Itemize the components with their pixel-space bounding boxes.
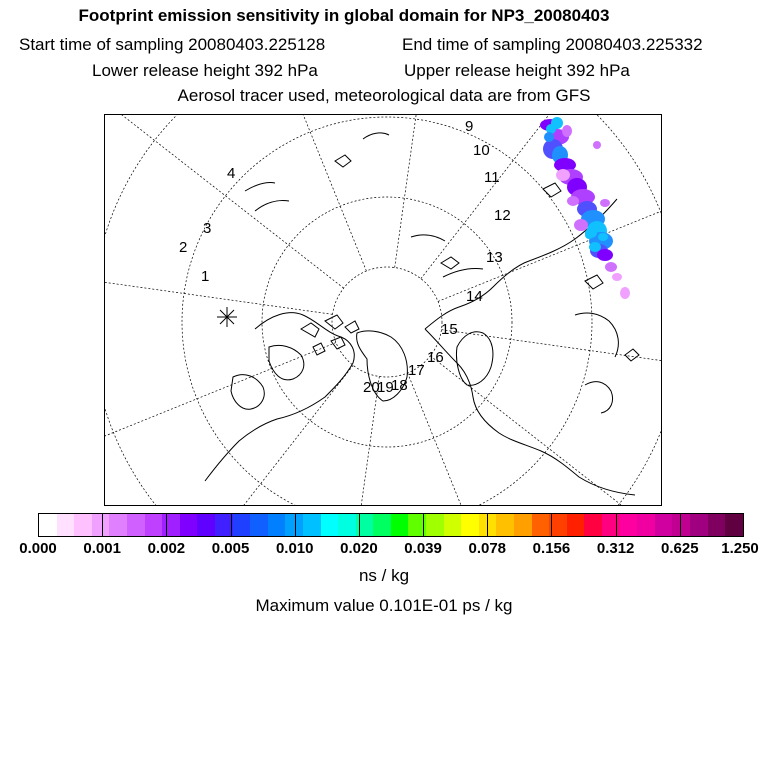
- trajectory-label-2: 2: [179, 239, 188, 256]
- plume-cell: [562, 125, 572, 137]
- latitude-circle-70: [262, 197, 512, 447]
- colorbar-label: 0.625: [661, 540, 699, 557]
- emission-plume: [540, 117, 630, 299]
- colorbar-cell: [620, 514, 638, 536]
- plume-cell: [605, 262, 617, 272]
- trajectory-label-20: 20: [363, 379, 380, 396]
- colorbar-cell: [672, 514, 690, 536]
- colorbar-label: 0.000: [19, 540, 57, 557]
- colorbar-cell: [356, 514, 374, 536]
- tracer-note: Aerosol tracer used, meteorological data are from GFS: [177, 86, 591, 105]
- end-time: End time of sampling 20080403.225332: [402, 35, 703, 54]
- colorbar-cell: [145, 514, 163, 536]
- coastline-scandinavia: [456, 332, 492, 386]
- colorbar-cell: [549, 514, 567, 536]
- colorbar-cell: [708, 514, 726, 536]
- colorbar-cell: [725, 514, 743, 536]
- plume-cell: [597, 249, 613, 261]
- meridian-line: [421, 115, 662, 279]
- meridian-line: [430, 356, 662, 506]
- coastline-alaska-bering: [245, 133, 389, 211]
- trajectory-label-1: 1: [201, 268, 210, 285]
- trajectory-label-18: 18: [391, 377, 408, 394]
- colorbar-cell: [567, 514, 585, 536]
- colorbar-unit: ns / kg: [358, 566, 410, 585]
- colorbar-cell: [127, 514, 145, 536]
- colorbar-label: 0.078: [468, 540, 507, 557]
- upper-release-height: Upper release height 392 hPa: [404, 61, 630, 80]
- colorbar-cell: [303, 514, 321, 536]
- colorbar-cell: [514, 514, 532, 536]
- meridian-line: [105, 343, 336, 506]
- latitude-circle-80: [332, 267, 442, 377]
- plume-cell: [589, 242, 601, 252]
- trajectory-label-11: 11: [484, 169, 500, 186]
- trajectory-label-16: 16: [427, 349, 444, 366]
- meridian-line: [395, 115, 485, 268]
- release-marker: [217, 307, 237, 327]
- plume-cell: [574, 219, 588, 231]
- map-panel: [104, 114, 662, 506]
- plume-cell: [567, 196, 579, 206]
- colorbar-label: 1.250: [721, 540, 759, 557]
- colorbar-cell: [391, 514, 409, 536]
- coastline-hudson-region: [231, 375, 264, 410]
- colorbar-cell: [285, 514, 303, 536]
- plume-cell: [598, 233, 608, 241]
- colorbar-cell: [426, 514, 444, 536]
- colorbar-label: 0.020: [340, 540, 378, 557]
- colorbar-cell: [162, 514, 180, 536]
- colorbar-cell: [250, 514, 268, 536]
- colorbar-cell: [690, 514, 708, 536]
- colorbar-cell: [637, 514, 655, 536]
- colorbar-cell: [39, 514, 57, 536]
- coastline-europe-south: [585, 349, 639, 413]
- meridian-line: [408, 373, 650, 506]
- colorbar-cell: [655, 514, 673, 536]
- lower-release-height: Lower release height 392 hPa: [92, 61, 318, 80]
- colorbar-cell: [602, 514, 620, 536]
- meridian-line: [105, 365, 353, 506]
- colorbar-cell: [74, 514, 92, 536]
- trajectory-label-13: 13: [486, 249, 503, 266]
- colorbar-cell: [197, 514, 215, 536]
- trajectory-label-17: 17: [408, 362, 425, 379]
- maximum-value: Maximum value 0.101E-01 ps / kg: [255, 596, 513, 615]
- trajectory-labels: [179, 118, 511, 396]
- trajectory-label-4: 4: [227, 165, 236, 182]
- colorbar-cell: [373, 514, 391, 536]
- colorbar-cell: [408, 514, 426, 536]
- colorbar-cell: [57, 514, 75, 536]
- trajectory-label-3: 3: [203, 220, 212, 237]
- colorbar-cell: [233, 514, 251, 536]
- colorbar-cell: [444, 514, 462, 536]
- trajectory-label-19: 19: [377, 379, 394, 396]
- colorbar-cell: [268, 514, 286, 536]
- trajectory-label-14: 14: [466, 288, 483, 305]
- colorbar-cell: [461, 514, 479, 536]
- colorbar-label: 0.002: [147, 540, 186, 557]
- plume-cell: [556, 169, 570, 181]
- trajectory-label-12: 12: [494, 207, 511, 224]
- coastline-siberia-north: [411, 235, 483, 277]
- colorbar-cell: [92, 514, 110, 536]
- trajectory-label-9: 9: [465, 118, 474, 135]
- plume-cell: [544, 132, 554, 142]
- start-time: Start time of sampling 20080403.225128: [19, 35, 326, 54]
- plume-cell: [600, 199, 610, 207]
- trajectory-label-10: 10: [473, 142, 490, 159]
- colorbar: [38, 513, 744, 537]
- coastline-north-america: [205, 313, 354, 481]
- colorbar-cell: [496, 514, 514, 536]
- colorbar-cell: [180, 514, 198, 536]
- colorbar-cell: [338, 514, 356, 536]
- meridian-line: [105, 225, 333, 315]
- colorbar-label: 0.010: [275, 540, 314, 557]
- meridian-line: [125, 115, 367, 271]
- meridian-line: [105, 115, 344, 288]
- colorbar-cell: [584, 514, 602, 536]
- colorbar-label: 0.005: [211, 540, 250, 557]
- plume-cell: [585, 231, 593, 239]
- plume-cell: [612, 273, 622, 281]
- colorbar-label: 0.001: [83, 540, 121, 557]
- colorbar-label: 0.156: [532, 540, 571, 557]
- colorbar-cell: [215, 514, 233, 536]
- plot-title: Footprint emission sensitivity in global domain for NP3_20080403: [78, 6, 610, 25]
- colorbar-label: 0.312: [596, 540, 635, 557]
- coastline-arctic-archipelago: [301, 315, 359, 355]
- plume-cell: [620, 287, 630, 299]
- latitude-circle-60: [182, 117, 592, 506]
- map-canvas: [105, 115, 662, 506]
- trajectory-label-15: 15: [441, 321, 458, 338]
- colorbar-cell: [479, 514, 497, 536]
- plume-cell: [593, 141, 601, 149]
- colorbar-cell: [109, 514, 127, 536]
- colorbar-cell: [321, 514, 339, 536]
- colorbar-cell: [532, 514, 550, 536]
- meridian-line: [441, 330, 662, 420]
- colorbar-label: 0.039: [404, 540, 442, 557]
